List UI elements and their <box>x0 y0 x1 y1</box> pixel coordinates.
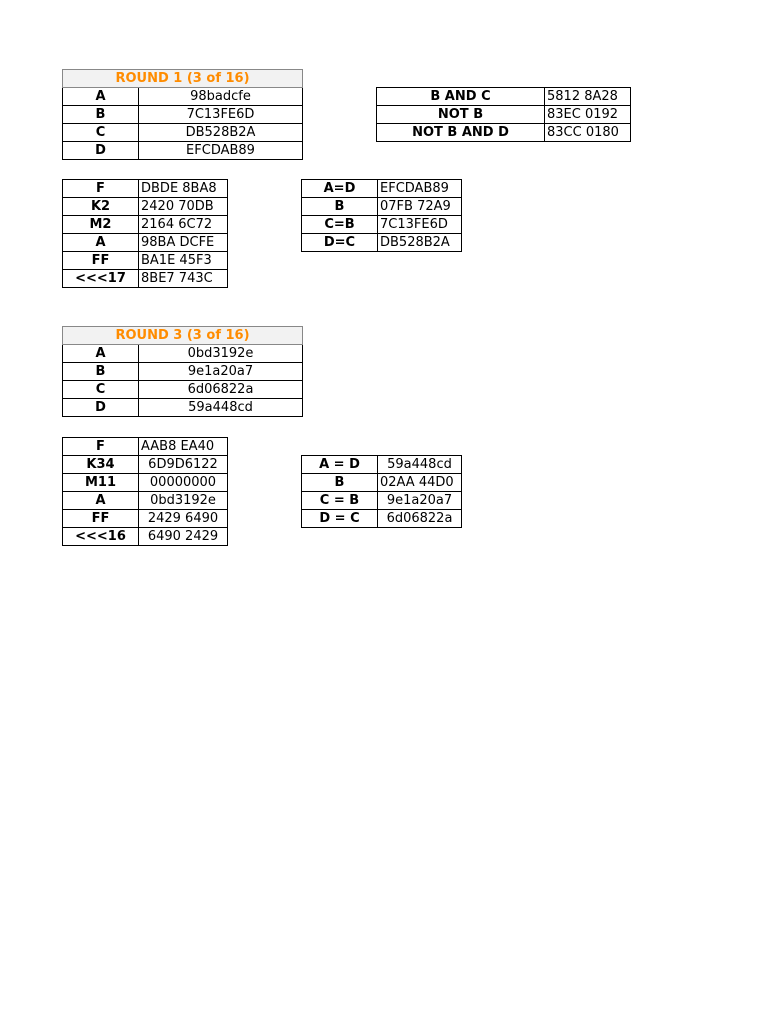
table-row <box>302 234 462 252</box>
calc-key: FF <box>63 252 139 270</box>
calc-key: A <box>63 234 139 252</box>
table-row <box>63 399 303 417</box>
result-value: 9e1a20a7 <box>378 492 462 510</box>
result-key: C=B <box>302 216 378 234</box>
table-row <box>377 106 631 124</box>
result-value: 07FB 72A9 <box>378 198 462 216</box>
calc-value: 00000000 <box>139 474 228 492</box>
table-row <box>63 474 228 492</box>
table-row <box>302 180 462 198</box>
calc-value: 2420 70DB <box>139 198 228 216</box>
table-row <box>302 492 462 510</box>
result-key: B <box>302 198 378 216</box>
result-value: EFCDAB89 <box>378 180 462 198</box>
calc-value: 98BA DCFE <box>139 234 228 252</box>
state-value: 7C13FE6D <box>139 106 303 124</box>
state-key: D <box>63 399 139 417</box>
round1-calc-table <box>62 179 228 288</box>
logic-key: B AND C <box>377 88 545 106</box>
calc-value: AAB8 EA40 <box>139 438 228 456</box>
table-row <box>63 438 228 456</box>
state-value: 59a448cd <box>139 399 303 417</box>
calc-value: 6490 2429 <box>139 528 228 546</box>
state-key: B <box>63 106 139 124</box>
table-row <box>63 528 228 546</box>
table-row <box>63 270 228 288</box>
round1-logic-table <box>376 87 631 142</box>
calc-value: 0bd3192e <box>139 492 228 510</box>
calc-key: <<<17 <box>63 270 139 288</box>
calc-value: 6D9D6122 <box>139 456 228 474</box>
state-value: 0bd3192e <box>139 345 303 363</box>
state-key: A <box>63 88 139 106</box>
table-row <box>63 106 303 124</box>
table-row <box>63 198 228 216</box>
table-row <box>63 345 303 363</box>
calc-value: 2164 6C72 <box>139 216 228 234</box>
table-row <box>63 142 303 160</box>
round1-result-table <box>301 179 462 252</box>
calc-key: FF <box>63 510 139 528</box>
result-key: A = D <box>302 456 378 474</box>
state-value: EFCDAB89 <box>139 142 303 160</box>
result-key: D=C <box>302 234 378 252</box>
table-row <box>302 456 462 474</box>
result-value: 6d06822a <box>378 510 462 528</box>
round1-title: ROUND 1 (3 of 16) <box>63 70 303 88</box>
state-value: 6d06822a <box>139 381 303 399</box>
result-value: DB528B2A <box>378 234 462 252</box>
calc-key: <<<16 <box>63 528 139 546</box>
table-row <box>302 198 462 216</box>
table-row <box>63 456 228 474</box>
state-value: 9e1a20a7 <box>139 363 303 381</box>
logic-key: NOT B AND D <box>377 124 545 142</box>
state-key: C <box>63 381 139 399</box>
state-value: 98badcfe <box>139 88 303 106</box>
state-value: DB528B2A <box>139 124 303 142</box>
calc-key: M11 <box>63 474 139 492</box>
table-row <box>377 88 631 106</box>
round3-calc-table <box>62 437 228 546</box>
round3-title: ROUND 3 (3 of 16) <box>63 327 303 345</box>
table-row <box>63 492 228 510</box>
result-value: 59a448cd <box>378 456 462 474</box>
state-key: A <box>63 345 139 363</box>
round1-state-table <box>62 69 303 160</box>
result-key: A=D <box>302 180 378 198</box>
table-row <box>63 252 228 270</box>
table-row <box>302 510 462 528</box>
table-row <box>63 180 228 198</box>
state-key: C <box>63 124 139 142</box>
calc-key: F <box>63 180 139 198</box>
logic-value: 83EC 0192 <box>545 106 631 124</box>
result-key: B <box>302 474 378 492</box>
state-key: B <box>63 363 139 381</box>
logic-key: NOT B <box>377 106 545 124</box>
calc-key: F <box>63 438 139 456</box>
state-key: D <box>63 142 139 160</box>
result-key: C = B <box>302 492 378 510</box>
calc-key: A <box>63 492 139 510</box>
table-row <box>63 363 303 381</box>
calc-value: 2429 6490 <box>139 510 228 528</box>
table-row <box>63 381 303 399</box>
calc-value: 8BE7 743C <box>139 270 228 288</box>
table-row <box>302 474 462 492</box>
table-row <box>63 88 303 106</box>
table-row <box>377 124 631 142</box>
calc-key: K2 <box>63 198 139 216</box>
round3-state-table <box>62 326 303 417</box>
calc-value: DBDE 8BA8 <box>139 180 228 198</box>
calc-key: K34 <box>63 456 139 474</box>
table-row <box>63 234 228 252</box>
table-row <box>302 216 462 234</box>
logic-value: 5812 8A28 <box>545 88 631 106</box>
table-row <box>63 510 228 528</box>
table-row <box>63 124 303 142</box>
result-value: 02AA 44D0 <box>378 474 462 492</box>
logic-value: 83CC 0180 <box>545 124 631 142</box>
calc-value: BA1E 45F3 <box>139 252 228 270</box>
table-row <box>63 216 228 234</box>
round3-result-table <box>301 455 462 528</box>
result-value: 7C13FE6D <box>378 216 462 234</box>
calc-key: M2 <box>63 216 139 234</box>
result-key: D = C <box>302 510 378 528</box>
